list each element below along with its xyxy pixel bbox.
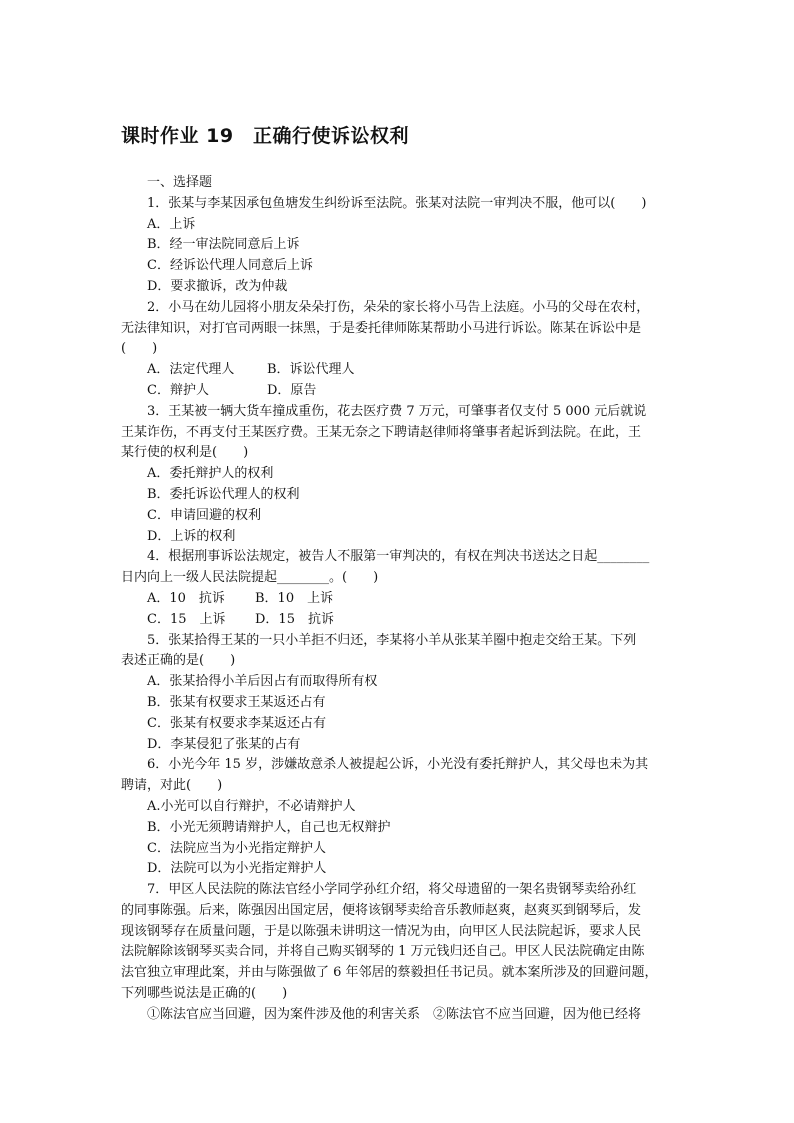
question-3-stem-line-1: 3．王某被一辆大货车撞成重伤，花去医疗费 7 万元，可肇事者仅支付 5 000 元后就说 [147,403,647,419]
question-6-option-b: B．小光无须聘请辩护人，自己也无权辩护 [147,819,391,835]
question-5-option-a: A．张某拾得小羊后因占有而取得所有权 [147,674,378,690]
question-4-options-row-1 [121,589,676,610]
question-2-option-a: A．法定代理人 [147,362,235,378]
question-1-stem: 1．张某与李某因承包鱼塘发生纠纷诉至法院。张某对法院一审判决不服，他可以( ) [147,195,647,211]
question-body [121,173,676,1026]
question-2-options-row-2 [121,381,676,402]
question-4-option-c: C．15 上诉 [147,611,226,627]
question-2-options-row-1 [121,360,676,381]
question-4-stem-line-1: 4．根据刑事诉讼法规定，被告人不服第一审判决的，有权在判决书送达之日起________ [147,549,650,565]
question-1-option-a: A．上诉 [147,216,196,232]
question-6-stem-line-2: 聘请，对此( ) [121,778,223,794]
question-2-stem-line-1: 2．小马在幼儿园将小朋友朵朵打伤，朵朵的家长将小马告上法庭。小马的父母在农村， [147,299,650,315]
question-5-option-c: C．张某有权要求李某返还占有 [147,715,326,731]
question-5-stem-line-2: 表述正确的是( ) [121,653,236,669]
question-4-option-b: B．10 上诉 [255,590,334,606]
question-3-option-c: C．申请回避的权利 [147,507,261,523]
question-7-stem-line-6: 下列哪些说法是正确的( ) [121,986,288,1002]
question-5-option-b: B．张某有权要求王某返还占有 [147,694,326,710]
question-7-stem-line-3: 现该钢琴存在质量问题，于是以陈强未讲明这一情况为由，向甲区人民法院起诉，要求人民 [121,923,642,939]
question-4-stem-line-2: 日内向上一级人民法院提起________。( ) [121,570,379,586]
question-7-statements-line-1: ①陈法官应当回避，因为案件涉及他的利害关系 ②陈法官不应当回避，因为他已经将 [147,1006,642,1022]
question-7-stem-line-4: 法院解除该钢琴买卖合同，并将自己购买钢琴的 1 万元钱归还自己。甲区人民法院确定由陈 [121,944,645,960]
question-3-stem-line-2: 王某诈伤，不再支付王某医疗费。王某无奈之下聘请赵律师将肇事者起诉到法院。在此，王 [121,424,642,440]
question-5-stem-line-1: 5．张某拾得王某的一只小羊拒不归还，李某将小羊从张某羊圈中抱走交给王某。下列 [147,632,637,648]
question-4-option-a: A．10 抗诉 [147,590,225,606]
question-5-option-d: D．李某侵犯了张某的占有 [147,736,301,752]
question-1-option-d: D．要求撤诉，改为仲裁 [147,278,288,294]
question-4-options-row-2 [121,610,676,631]
question-3-option-b: B．委托诉讼代理人的权利 [147,486,300,502]
question-6-option-c: C．法院应当为小光指定辩护人 [147,840,326,856]
section-heading: 一、选择题 [147,175,213,190]
question-3-option-a: A．委托辩护人的权利 [147,466,274,482]
question-4-option-d: D．15 抗诉 [255,611,334,627]
question-6-stem-line-1: 6．小光今年 15 岁，涉嫌故意杀人被提起公诉，小光没有委托辩护人，其父母也未为其 [147,757,649,773]
question-2-option-d: D．原告 [267,382,317,398]
question-6-option-a: A.小光可以自行辩护，不必请辩护人 [147,798,356,814]
question-6-option-d: D．法院可以为小光指定辩护人 [147,861,327,877]
question-2-option-c: C．辩护人 [147,382,209,398]
page-title: 课时作业 19 正确行使诉讼权利 [121,125,410,147]
question-3-stem-line-3: 某行使的权利是( ) [121,445,249,461]
question-1-option-b: B．经一审法院同意后上诉 [147,237,300,253]
question-7-stem-line-2: 的同事陈强。后来，陈强因出国定居，便将该钢琴卖给音乐教师赵爽，赵爽买到钢琴后，发 [121,902,642,918]
question-7-stem-line-1: 7．甲区人民法院的陈法官经小学同学孙红介绍，将父母遗留的一架名贵钢琴卖给孙红 [147,882,637,898]
question-2-stem-line-3: ( ) [121,341,158,357]
question-2-stem-line-2: 无法律知识，对打官司两眼一抹黑，于是委托律师陈某帮助小马进行诉讼。陈某在诉讼中是 [121,320,642,336]
question-3-option-d: D．上诉的权利 [147,528,236,544]
question-7-stem-line-5: 法官独立审理此案，并由与陈强做了 6 年邻居的蔡毅担任书记员。就本案所涉及的回避问题， [121,965,658,981]
question-2-option-b: B．诉讼代理人 [267,362,355,378]
question-1-option-c: C．经诉讼代理人同意后上诉 [147,258,313,274]
